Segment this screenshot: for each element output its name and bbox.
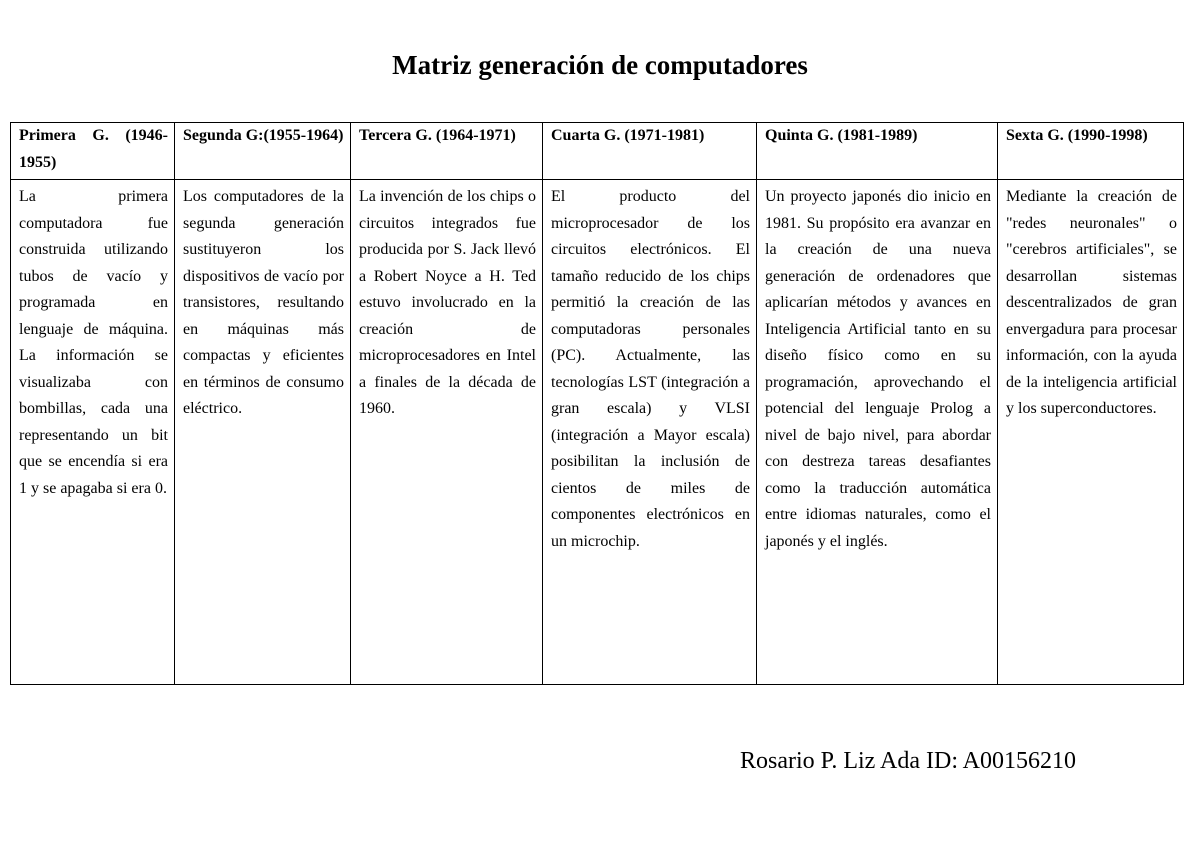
cell-quinta-generacion: Un proyecto japonés dio inicio en 1981. Su propósito era avanzar en la creación de una nueva generación de ordenadores que aplicarían métodos y avances en Inteligencia Artificial tanto en su diseño físico como en su programación, aprovechando el potencial del lenguaje Prolog a nivel de bajo nivel, para abordar con destreza tareas desafiantes como la traducción automática entre idiomas naturales, como el japonés y el inglés. xyxy=(757,180,998,685)
header-cuarta-generacion: Cuarta G. (1971-1981) xyxy=(543,123,757,180)
cell-segunda-generacion: Los computadores de la segunda generación sustituyeron los dispositivos de vacío por transistores, resultando en máquinas más compactas y eficientes en términos de consumo eléctrico. xyxy=(175,180,351,685)
cell-cuarta-generacion: El producto del microprocesador de los circuitos electrónicos. El tamaño reducido de los chips permitió la creación de las computadoras personales (PC). Actualmente, las tecnologías LST (integración a gran escala) y VLSI (integración a Mayor escala) posibilitan la inclusión de cientos de miles de componentes electrónicos en un microchip. xyxy=(543,180,757,685)
cell-primera-generacion: La primera computadora fue construida utilizando tubos de vacío y programada en lenguaje de máquina. La información se visualizaba con bombillas, cada una representando un bit que se encendía si era 1 y se apagaba si era 0. xyxy=(11,180,175,685)
header-primera-generacion: Primera G. (1946-1955) xyxy=(11,123,175,180)
header-quinta-generacion: Quinta G. (1981-1989) xyxy=(757,123,998,180)
table-row xyxy=(11,180,1184,685)
header-segunda-generacion: Segunda G:(1955-1964) xyxy=(175,123,351,180)
page-title: Matriz generación de computadores xyxy=(392,50,808,80)
cell-tercera-generacion: La invención de los chips o circuitos integrados fue producida por S. Jack llevó a Robert Noyce a H. Ted estuvo involucrado en la creación de microprocesadores en Intel a finales de la década de 1960. xyxy=(351,180,543,685)
header-sexta-generacion: Sexta G. (1990-1998) xyxy=(998,123,1184,180)
author-signature: Rosario P. Liz Ada ID: A00156210 xyxy=(740,748,1076,774)
table-header-row xyxy=(11,123,1184,180)
generations-matrix-table xyxy=(10,122,1184,685)
cell-sexta-generacion: Mediante la creación de "redes neuronales" o "cerebros artificiales", se desarrollan sistemas descentralizados de gran envergadura para procesar información, con la ayuda de la inteligencia artificial y los superconductores. xyxy=(998,180,1184,685)
header-tercera-generacion: Tercera G. (1964-1971) xyxy=(351,123,543,180)
